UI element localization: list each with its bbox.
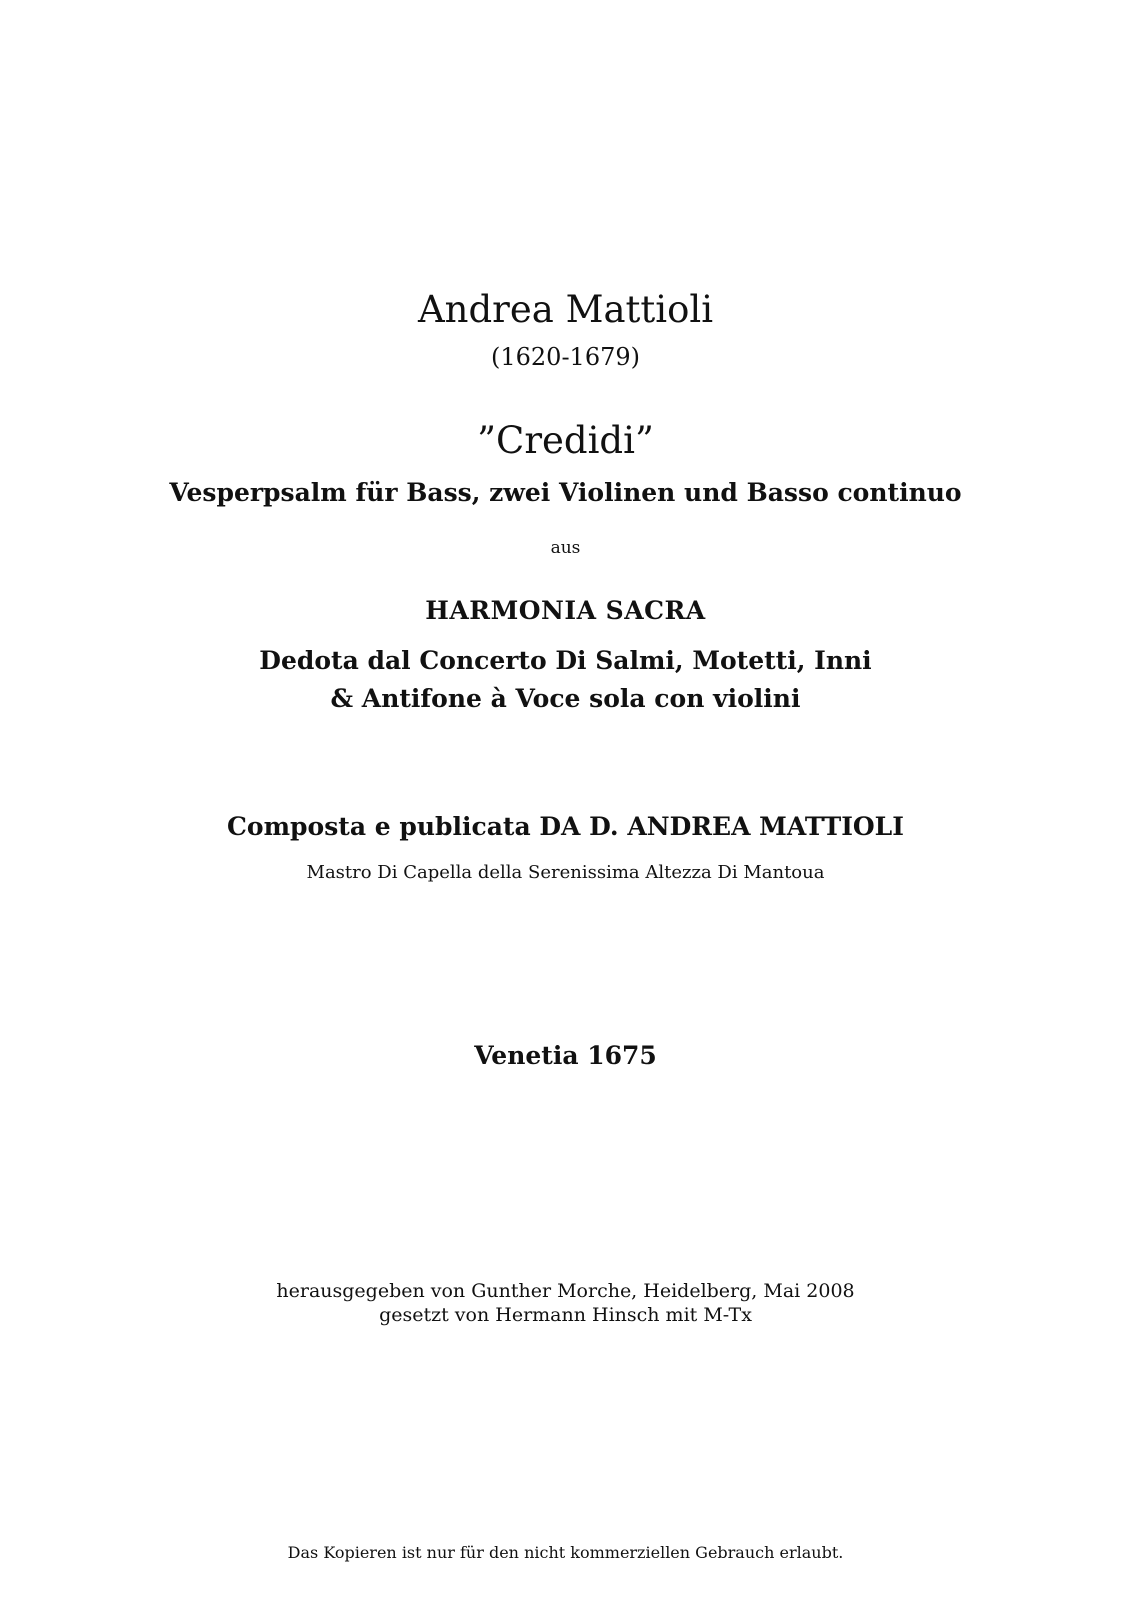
collection-description-line-1: Dedota dal Concerto Di Salmi, Motetti, Inni bbox=[259, 646, 872, 675]
collection-title: HARMONIA SACRA bbox=[425, 596, 706, 625]
editor-credit: herausgegeben von Gunther Morche, Heidelberg, Mai 2008 bbox=[276, 1280, 855, 1302]
place-date: Venetia 1675 bbox=[474, 1041, 657, 1070]
publisher-subline: Mastro Di Capella della Serenissima Altezza Di Mantoua bbox=[306, 862, 825, 883]
composer-name: Andrea Mattioli bbox=[417, 288, 714, 331]
work-title: ”Credidi” bbox=[477, 419, 654, 462]
typesetter-credit: gesetzt von Hermann Hinsch mit M-Tx bbox=[379, 1304, 752, 1326]
collection-description-line-2: & Antifone à Voce sola con violini bbox=[330, 684, 801, 713]
composer-dates: (1620-1679) bbox=[491, 343, 640, 371]
work-subtitle: Vesperpsalm für Bass, zwei Violinen und Basso continuo bbox=[169, 478, 962, 507]
from-word: aus bbox=[550, 538, 581, 558]
publisher-line: Composta e publicata DA D. ANDREA MATTIOLI bbox=[227, 812, 904, 841]
copyright-note: Das Kopieren ist nur für den nicht kommerziellen Gebrauch erlaubt. bbox=[287, 1543, 844, 1562]
